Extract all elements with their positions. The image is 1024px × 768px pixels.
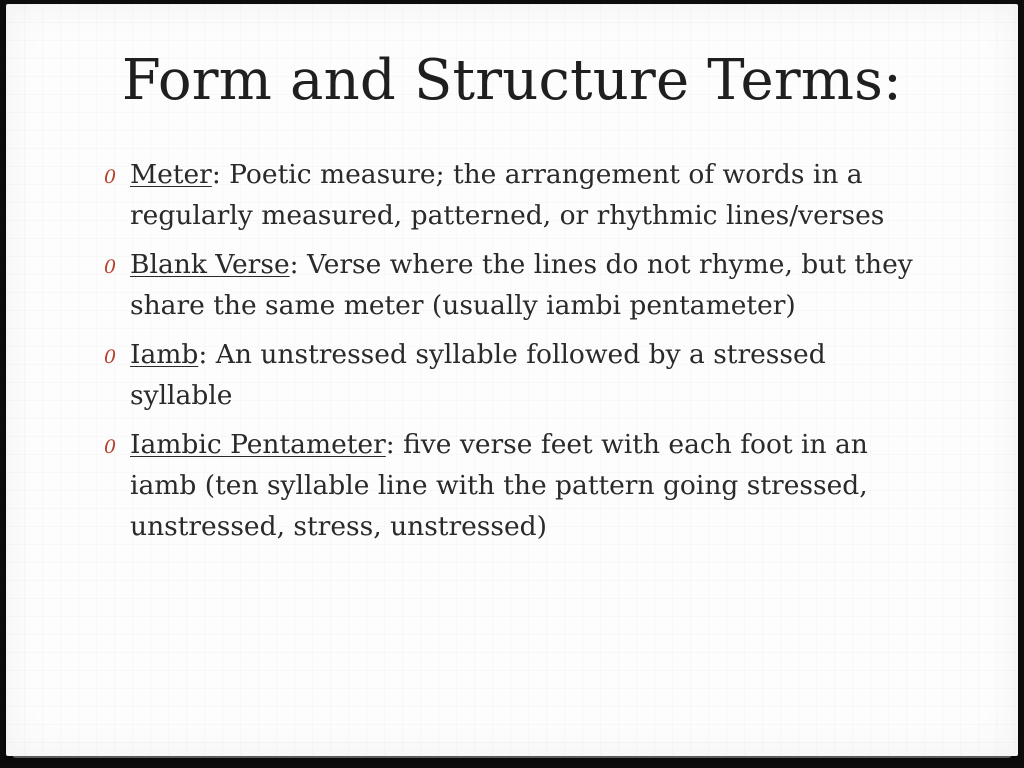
slide-title: Form and Structure Terms: [121,48,903,113]
definition-iambic-pentameter: : five verse feet with each foot in an iamb (ten syllable line with the pattern going stressed, unstressed, stress, unstressed) [130,429,868,542]
bullet-marker: 0 [104,166,117,188]
bullet-marker: 0 [104,256,117,278]
term-iamb: Iamb [130,339,199,370]
bullet-item-iamb [104,334,934,416]
bullet-marker: 0 [104,346,117,368]
definition-iamb: : An unstressed syllable followed by a stressed syllable [130,339,826,411]
bullet-item-blank-verse [104,244,934,326]
bullet-item-meter [104,154,934,236]
definition-blank-verse: : Verse where the lines do not rhyme, but they share the same meter (usually iambi pentameter) [130,249,913,321]
term-iambic-pentameter: Iambic Pentameter [130,429,386,460]
term-meter: Meter [130,159,212,190]
bullet-marker: 0 [104,436,117,458]
bullet-list [104,154,934,555]
bullet-item-iambic-pentameter [104,424,934,547]
definition-meter: : Poetic measure; the arrangement of words in a regularly measured, patterned, or rhythmic lines/verses [130,159,885,231]
term-blank-verse: Blank Verse [130,249,290,280]
